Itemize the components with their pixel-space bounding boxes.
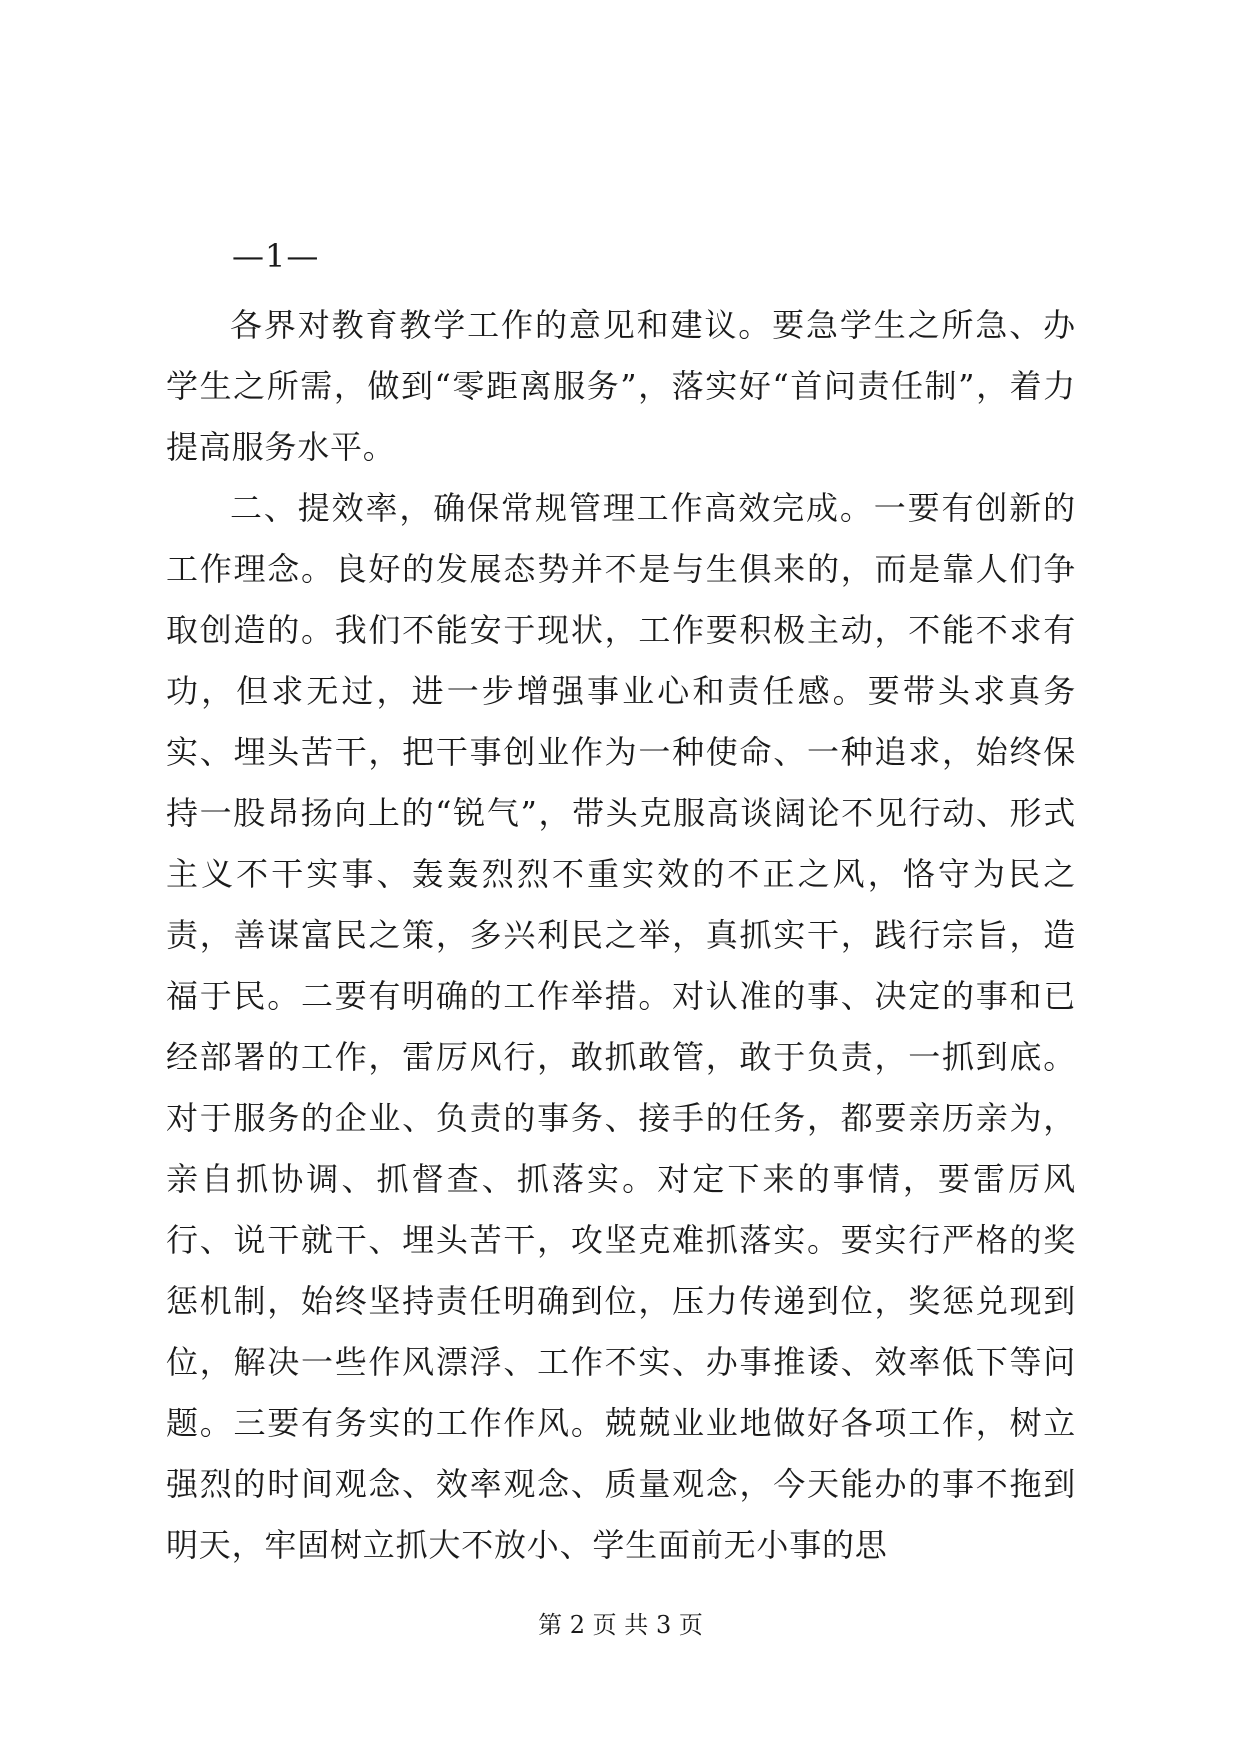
page-marker: —1— bbox=[232, 237, 320, 275]
document-body bbox=[166, 295, 1076, 1576]
paragraph: 各界对教育教学工作的意见和建议。要急学生之所急、办学生之所需，做到“零距离服务”，落实好“首问责任制”，着力提高服务水平。 bbox=[166, 306, 1076, 466]
page-footer: 第 2 页 共 3 页 bbox=[538, 1611, 703, 1639]
paragraph: 二、提效率，确保常规管理工作高效完成。一要有创新的工作理念。良好的发展态势并不是与生俱来的，而是靠人们争取创造的。我们不能安于现状，工作要积极主动，不能不求有功，但求无过，进一步增强事业心和责任感。要带头求真务实、埋头苦干，把干事创业作为一种使命、一种追求，始终保持一股昂扬向上的“锐气”，带头克服高谈阔论不见行动、形式主义不干实事、轰轰烈烈不重实效的不正之风，恪守为民之责，善谋富民之策，多兴利民之举，真抓实干，践行宗旨，造福于民。二要有明确的工作举措。对认准的事、决定的事和已经部署的工作，雷厉风行，敢抓敢管，敢于负责，一抓到底。对于服务的企业、负责的事务、接手的任务，都要亲历亲为，亲自抓协调、抓督查、抓落实。对定下来的事情，要雷厉风行、说干就干、埋头苦干，攻坚克难抓落实。要实行严格的奖惩机制，始终坚持责任明确到位，压力传递到位，奖惩兑现到位，解决一些作风漂浮、工作不实、办事推诿、效率低下等问题。三要有务实的工作作风。兢兢业业地做好各项工作，树立强烈的时间观念、效率观念、质量观念，今天能办的事不拖到明天，牢固树立抓大不放小、学生面前无小事的思 bbox=[166, 489, 1076, 1564]
